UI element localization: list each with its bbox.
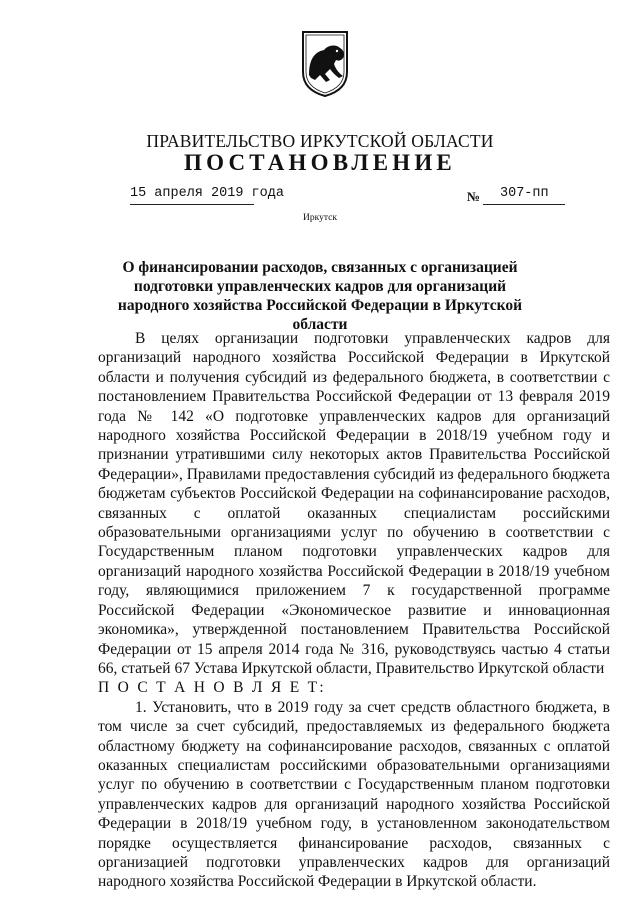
preamble-paragraph: В целях организации подготовки управленческих кадров для организаций народного хозяйства Российской Федерации в Иркутской области и получения субсидий из федерального бюджета, в соответствии с постановлением Правительства Российской Федерации от 13 февраля 2019 года № 142 «О подготовке управленческих кадров для организаций народного хозяйства Российской Федерации в 2018/19 учебном году и признании утратившими силу некоторых актов Правительства Российской Федерации», Правилами предоставления субсидий из федерального бюджета бюджетам субъектов Российской Федерации на софинансирование расходов, связанных с оплатой оказанных специалистам российскими образовательными организациями услуг по обучению в соответствии с Государственным планом подготовки управленческих кадров для организаций народного хозяйства Российской Федерации в 2018/19 учебном году, являющимися приложением 7 к государственной программе Российской Федерации «Экономическое развитие и инновационная экономика», утвержденной постановлением Правительства Российской Федерации от 15 апреля 2014 года № 316, руководствуясь частью 4 статьи 66, статьей 67 Устава Иркутской области, Правительство Иркутской области — [98, 330, 610, 677]
item-1-paragraph: 1. Установить, что в 2019 году за счет средств областного бюджета, в том числе за счет субсидий, предоставляемых из федерального бюджета областному бюджету на софинансирование расходов, связанных с оплатой оказанных специалистам российскими образовательными организациями услуг по обучению в соответствии с Государственным планом подготовки управленческих кадров для организаций народного хозяйства Российской Федерации в 2018/19 учебном году, в установленном законодательством порядке осуществляется финансирование расходов, связанных с организацией подготовки управленческих кадров для организаций народного хозяйства Российской Федерации в Иркутской области. — [98, 698, 610, 891]
resolves-heading: П О С Т А Н О В Л Я Е Т: — [98, 679, 327, 697]
document-body — [98, 329, 610, 892]
date-underline — [130, 204, 254, 205]
coat-of-arms-icon — [300, 30, 350, 98]
document-title: О финансировании расходов, связанных с организацией подготовки управленческих кадров для организаций народного хозяйства Российской Федерации в Иркутской области — [117, 259, 523, 333]
city-name: Иркутск — [303, 213, 337, 223]
document-type: ПОСТАНОВЛЕНИЕ — [184, 150, 456, 175]
number-underline — [483, 204, 565, 205]
document-number: 307-пп — [500, 186, 549, 201]
number-sign: № — [467, 189, 481, 204]
document-date: 15 апреля 2019 года — [130, 186, 284, 201]
authority-name: ПРАВИТЕЛЬСТВО ИРКУТСКОЙ ОБЛАСТИ — [146, 131, 494, 151]
